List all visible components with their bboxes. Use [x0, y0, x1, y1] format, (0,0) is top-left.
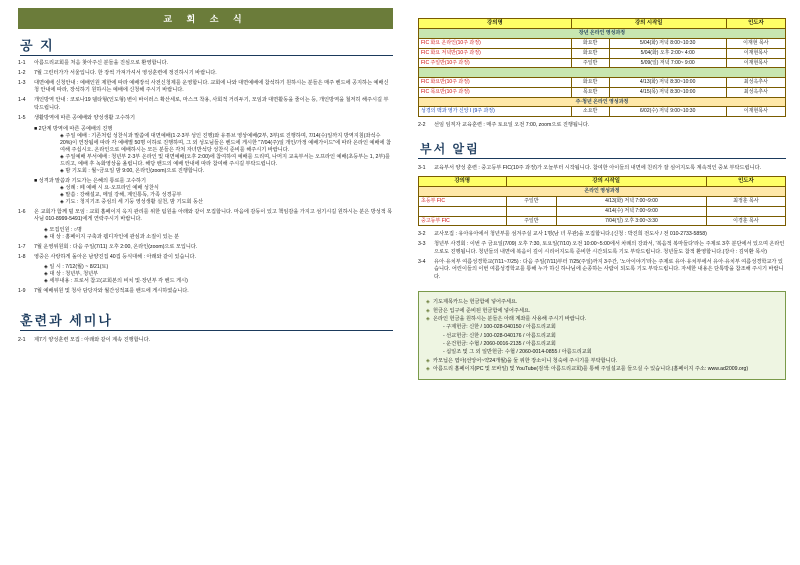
notice-number: 1-4 — [18, 97, 26, 104]
list-item — [418, 122, 786, 130]
dept-text: 유아·유치부 여름성경학교(7/11~7/25) : 다음 주일(7/11)부터 7/25(주일)까지 3주간, '노아이야기'라는 주제로 유아·유치부에서 유아·유치부 여름성경학교가 있습니다. 어린이들의 이번 여름성경학교를 통해 누가 하신 하나님에 순종하는 사람이 되도록 기도 부탁드립니다. 자세한 내용은 단톡방을 참조해 주시기 바랍니다. — [434, 258, 784, 280]
bullet-icon — [436, 340, 443, 348]
col-start-date: 강의 시작일 — [571, 19, 726, 29]
bullet-icon: ◈ — [426, 299, 430, 306]
course-date: 4/14(수) 저녁 7:00~9:00 — [557, 206, 707, 216]
footer-note — [426, 307, 778, 315]
course-date: 7/04(일) 오후 3:00~3:30 — [557, 216, 707, 226]
subsection-grace — [18, 177, 393, 205]
footer-notes-box — [418, 291, 786, 380]
dept-text: 청년부 사경회 : 이번 주 금요일(7/09) 오후 7:30, 토요일(7/10) 오전 10:00~5:00에서 차례의 강좌서, '복음적 복마들다'라는 주제로 3후 분단에서 있으며 온라인으로도 진행됩니다. 청년들의 내면에 복음이 깊이 시리어지도록 준비한 시간되도록 기도 부탁드립니다. 청년들도 참적 환영합니다.(강사 : 김익환 목사) — [434, 241, 785, 255]
footer-note-text — [433, 365, 748, 373]
list-item — [18, 80, 393, 95]
course-date: 4/13(화) 저녁 8:30~10:00 — [609, 78, 726, 88]
dept-text: 교사모집 : 유아유아에서 청년부를 섬겨주실 교사 1명(남 녀 무관)을 모집합니다.(신청 : 박진희 전도사 / 전 010-2733-5858) — [434, 231, 707, 238]
course-leader — [706, 206, 785, 216]
course-day — [506, 206, 557, 216]
section-divider — [418, 158, 786, 159]
course-leader: 이경훈 목사 — [706, 216, 785, 226]
notice-number: 1-3 — [18, 79, 26, 86]
recruit-line: ◈ 대 상 : 홈페이지 구축과 웹디자인에 관심과 소질이 있는 분 — [44, 234, 180, 241]
notice-text: 7월 운영위원회 : 다음 주일(7/11) 오후 2:00, 온라인(zoom)으로 모입니다. — [34, 243, 198, 250]
note-number: 2-2 — [418, 122, 426, 129]
subsection-item: ◈ 주일 예배 : 기존처럼 성찬식과 말씀에 대면예배(1·2·3부 성인 진행)와 유튜브 영상예배(2부, 3부)로 진행하며, 7/14(수)일까지 방역지침(좌석수 20%)이 연장됨에 따라 각 예배별 50명 이하로 진행하며, 그 외 성도님들은 벤드에 게시한 "7/04(주)일 개인/가정 예배가이드"에 따라 온라인 예배에 참여해 주십시오. 온라인으로 예배하시는 모든 분들은 각처 자녀반석당 성찬식 준비를 해주시기 바랍니다. — [60, 132, 391, 153]
training-text: 제7기 양성훈련 모집 : 아래와 같이 계속 진행합니다. — [34, 336, 151, 343]
course-date: 5/04(화) 오후 2:00~ 4:00 — [609, 48, 726, 58]
notice-number: 1-8 — [18, 253, 26, 260]
table-row — [419, 78, 786, 88]
subsection-worship — [18, 125, 393, 174]
course-name: 초등부 FIC — [419, 197, 507, 207]
footer-note-text: - 운건헌금: 수협 / 2060-0016-2135 / 아름드리교회 — [443, 340, 556, 347]
bullet-icon: ◈ — [426, 316, 430, 322]
course-leader: 이재현목사 — [726, 48, 785, 58]
notice-text: 7월 예배위원 및 청사 담당자와 월간성적표를 밴드에 게시하였습니다. — [34, 287, 189, 294]
right-column — [418, 18, 786, 380]
course-date: 5/04(화) 저녁 8:00~10:30 — [609, 39, 726, 49]
footer-note — [426, 323, 778, 331]
bullet-icon — [436, 323, 443, 331]
notice-number: 1-5 — [18, 114, 26, 121]
dept-text: 교육부서 양성 훈련 : 중고등부 FIC(10주 과정)가 오늘부터 시작됩니다. 참여한 아이들의 내면에 친리가 잘 심어지도록 계속적인 중보 부탁드립니다. — [434, 164, 762, 171]
subsection-heading: ■ 성격과 말씀과 기도가는 은혜의 통로를 고수하기 — [34, 178, 147, 185]
footer-note — [426, 365, 778, 373]
course-day: 화요반 — [571, 78, 609, 88]
table-row — [419, 107, 786, 117]
recruit-line: ◈ 모집인원 : ○명 — [44, 227, 82, 234]
footer-note-text: 카모닙은 엽아(선앙어~약24개월)을 둘 위한 장소이니 청숙에 주시기를 부탁합니다. — [433, 357, 618, 364]
dept-list-2 — [418, 231, 786, 281]
table-header-row — [419, 177, 786, 187]
notice-number: 1-2 — [18, 69, 26, 76]
list-item — [18, 60, 393, 68]
list-item — [18, 337, 393, 345]
dept-number: 3-3 — [418, 241, 426, 248]
course-leader: 최성옥추사 — [726, 87, 785, 97]
notice-number: 1-9 — [18, 287, 26, 294]
footer-note — [426, 348, 778, 356]
notice-number: 1-7 — [18, 243, 26, 250]
footer-note-text: - 십일조 및 그 외 일반헌금: 수협 / 2060-0014-0855 / 아름드리교회 — [443, 349, 592, 356]
adult-training-table — [418, 18, 786, 117]
list-item — [18, 97, 393, 112]
children-training-table — [418, 176, 786, 226]
group-band-label: 온라인 영성과정 — [419, 187, 786, 197]
course-name: FIC 화요 온라인(10주 과정) — [419, 39, 572, 49]
list-item — [418, 241, 786, 256]
footer-note — [426, 340, 778, 348]
subsection-item: ◈ 밤 기도회 : 월~금요일 밤 9:00, 온라인(zoom)으로 진행합니다. — [60, 167, 205, 174]
notice-text: 7월 그린터가가 서울입니다. 한 장씩 가져가셔서 영성훈련에 정진하시기 바랍니다. — [34, 69, 217, 76]
table-row — [419, 48, 786, 58]
list-item — [18, 288, 393, 296]
table-group-band — [419, 97, 786, 107]
course-day: 주일반 — [506, 197, 557, 207]
course-name: FIC 화요 저녁반(10주 과정) — [419, 48, 572, 58]
table-row — [419, 87, 786, 97]
note-text: 선임 임직자 교육훈련 : 매주 토요일 오전 7:00, zoom으로 진행됩니다. — [434, 122, 590, 129]
table-row — [419, 39, 786, 49]
table-group-band — [419, 187, 786, 197]
course-day: 소요반 — [571, 107, 609, 117]
list-item — [418, 165, 786, 173]
subsection-item: ◈ 성례 : 떼 예배 시 요·오프라인 예배 성찬식 — [60, 185, 159, 192]
footer-note — [426, 332, 778, 340]
course-date: 4/13(화) 저녁 7:00~9:00 — [557, 197, 707, 207]
footer-note-text: 온라인 헌금을 원하시는 분들은 아래 계좌를 사용해 주시기 바랍니다. — [433, 316, 587, 322]
event-detail — [18, 263, 393, 284]
notice-text: 아름드리교회를 처음 찾아주신 분들을 진심으로 환영합니다. — [34, 60, 168, 66]
section-title-notice: 공 지 — [20, 35, 393, 56]
event-line: ◈ 일 시 : 7/12(월) ~ 8/21(토) — [44, 264, 109, 271]
left-column — [18, 8, 393, 346]
group-band-label: 주·청년 온라인 영성과정 — [419, 97, 786, 107]
section-title-training: 훈련과 세미나 — [20, 310, 393, 331]
course-name: FIC 주일반(10주 과정) — [419, 58, 572, 68]
training-number: 2-1 — [18, 336, 26, 343]
course-leader: 최정훈 목사 — [706, 197, 785, 207]
bullet-icon: ◈ — [426, 307, 430, 314]
list-item — [18, 70, 393, 78]
col-leader: 인도자 — [726, 19, 785, 29]
bullet-icon: ◈ — [426, 357, 430, 364]
course-name: 성경의 맥과 영가 신앙 I (9주 과정) — [419, 107, 572, 117]
course-date: 5/09(일) 저녁 7:00~ 9:00 — [609, 58, 726, 68]
course-date: 6/02(수) 저녁 9:00~10:30 — [609, 107, 726, 117]
footer-note — [426, 315, 778, 323]
notice-number: 1-1 — [18, 60, 26, 66]
footer-note — [426, 298, 778, 306]
col-course-name: 강의명 — [419, 19, 572, 29]
footer-note-text: - 구제헌금: 신한 / 100-028-040150 / 아름드리교회 — [443, 324, 556, 331]
footer-note — [426, 357, 778, 365]
section-title-departments: 부서 알림 — [420, 141, 480, 156]
course-name — [419, 206, 507, 216]
notice-number: 1-6 — [18, 208, 26, 215]
table-group-band — [419, 29, 786, 39]
table-row — [419, 58, 786, 68]
list-item — [418, 259, 786, 282]
event-line: ◈ 세부내용 : 프로서 참고(교회본의 비치 및·장년부 각 벤드 게시) — [44, 278, 188, 285]
footer-note-text-main: 아름드리 홈페이지(PC 및 모바일) 및 YouTube(검색: 아름드리교회)를 통해 주일설교를 들으실 수 있습니다.(홈페이지 주소: www.ad2009.org) — [433, 365, 749, 372]
group-band-label: 장년 온라인 영성과정 — [419, 29, 786, 39]
notice-text: 영중은 사랑하게 돌아온 남양진집 40집 등식대해 : 아래와 같이 있습니다. — [34, 253, 196, 260]
course-day: 화요반 — [571, 39, 609, 49]
course-name: FIC 목요반(10주 과정) — [419, 87, 572, 97]
list-item — [18, 115, 393, 123]
list-item — [18, 254, 393, 262]
course-date: 4/15(목) 저녁 8:30~10:00 — [609, 87, 726, 97]
course-name: 중고등부 FIC — [419, 216, 507, 226]
subsection-item: ◈ 말씀 : 강해설교, 메일 강해, 계인통독, 가족 성경공부 — [60, 192, 182, 199]
notice-text: 개인방역 안내 : 코로나19 델타형(인도형) 변이 바이러스 확산세로, 마스크 착용, 사회적 거리두기, 모임과 대면활동을 줄이는 등, 개인방역을 철저히 해주시길 부탁드립니다. — [34, 97, 389, 111]
dept-number: 3-2 — [418, 231, 426, 238]
list-item — [18, 209, 393, 224]
bulletin-banner: 교 회 소 식 — [18, 8, 393, 29]
dept-number: 3-1 — [418, 164, 426, 171]
notice-text: 생활방역에 따른 공예배와 양성생활 고수하기 — [34, 114, 135, 121]
group-band-label — [419, 68, 786, 78]
course-day: 화요반 — [571, 48, 609, 58]
course-name: FIC 화요반(10주 과정) — [419, 78, 572, 88]
footer-note-text: - 선교헌금: 신한 / 100-028-040176 / 아름드리교회 — [443, 332, 556, 339]
table-row — [419, 197, 786, 207]
footer-note-text: 기도제목카드는 헌금함에 넣어주세요. — [433, 299, 518, 306]
notice-list-2 — [18, 209, 393, 224]
col-leader: 인도자 — [706, 177, 785, 187]
course-day: 주일반 — [571, 58, 609, 68]
subsection-item: ◈ 주일예배 부서예배 : 청년부 2·3부 온라인 및 대면예배(오후 2:00)에 참여하여 예배를 드리며, 나머지 교육부서는 오프라인 예배(초등부는 1, 2부)를 드리고, 예배 후 녹화영상을 올립니다. 해당 밴드의 예배 안내에 따라 참여해 주시길 부탁드립니다. — [60, 153, 391, 167]
footer-note-text: 헌금은 입구에 준비된 헌금함에 넣어주세요. — [433, 307, 531, 314]
course-day: 주일반 — [506, 216, 557, 226]
course-leader: 최성옥추사 — [726, 78, 785, 88]
event-line: ◈ 대 상 : 청년부, 청년부 — [44, 271, 99, 278]
recruit-detail — [18, 226, 393, 240]
course-leader: 이재현목사 — [726, 107, 785, 117]
subsection-item: ◈ 기도 : 청지기조 중심의 세 기둥 영성생활 실천, 밤 기도회 동산 — [60, 199, 203, 206]
list-item — [18, 244, 393, 252]
course-leader: 이재현목사 — [726, 58, 785, 68]
table-row — [419, 206, 786, 216]
subsection-heading: ■ 2단계 방역에 따른 공예배의 진행 — [34, 125, 113, 132]
notice-text: 대면예배 신청안내 : 예배인원 제한에 따라 예배장석 사전신청제를 운영합니다. 교회에 나와 대면예배에 참석하기 원하시는 분들은 매주 벤드에 공지하는 예배신청 안내에 따라, 장석하기 원하시는 예배에 신청해 주시기 바랍니다. — [34, 79, 389, 94]
list-item — [418, 231, 786, 239]
col-course-name: 강의명 — [419, 177, 507, 187]
table-header-row — [419, 19, 786, 29]
notice-text: 온 교회가 함께 덜 모임 : 교회 홈페이지 옥지 관리를 위한 팀원을 아래와 같이 모집합니다. 마음에 감동이 있고 책임감을 가지고 섬기시길 원하시는 분은 방성적 목사님 010-8999-5491)에게 연락주시기 바랍니다. — [34, 208, 393, 223]
course-day: 목요반 — [571, 87, 609, 97]
bullet-icon — [436, 332, 443, 340]
table-group-band — [419, 68, 786, 78]
table-row — [419, 216, 786, 226]
bullet-icon: ◈ — [426, 365, 430, 372]
col-start-date: 강의 시작일 — [506, 177, 706, 187]
dept-number: 3-4 — [418, 258, 426, 265]
course-leader: 이재현 목사 — [726, 39, 785, 49]
bullet-icon — [436, 348, 443, 356]
notice-list — [18, 60, 393, 122]
